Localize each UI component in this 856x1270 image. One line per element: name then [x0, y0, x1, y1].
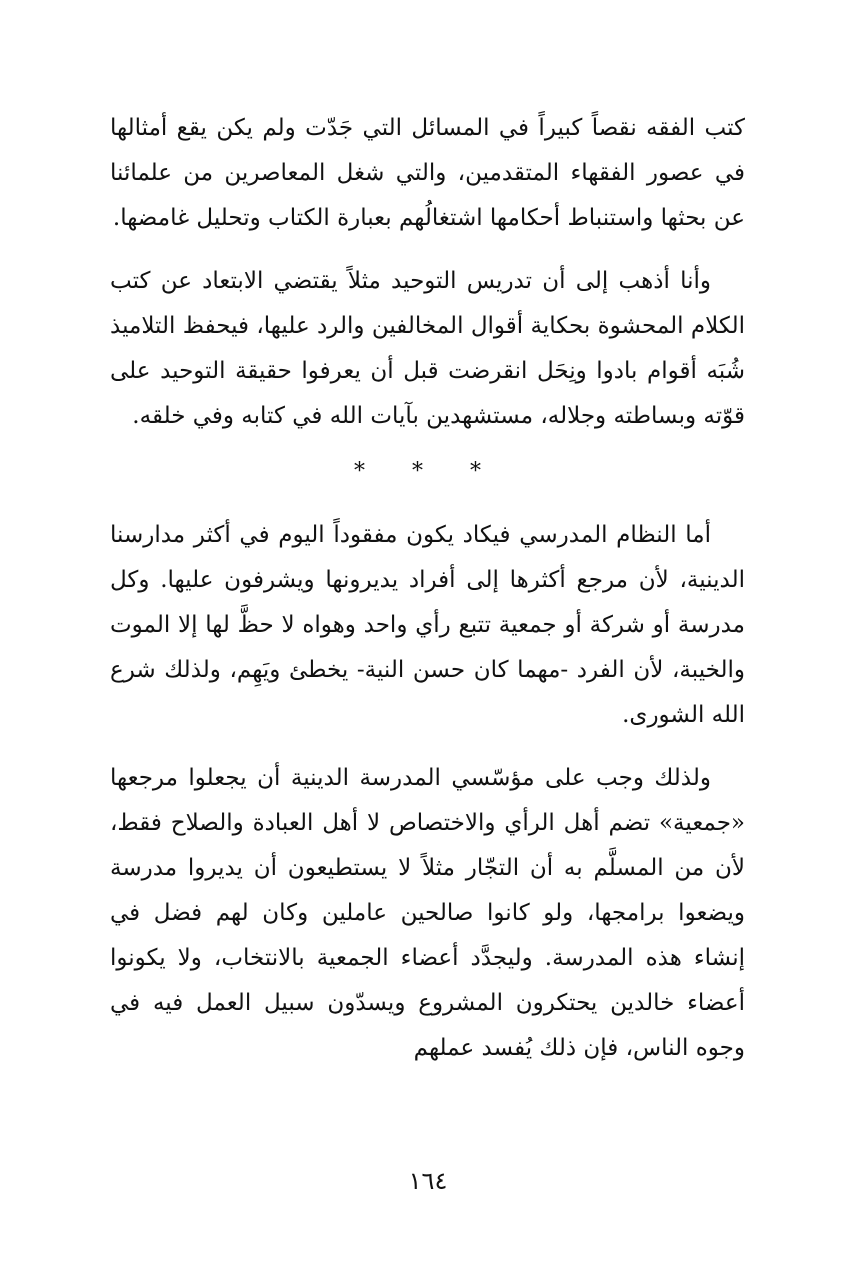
page-body	[110, 106, 745, 1089]
page-number: ١٦٤	[408, 1167, 448, 1195]
paragraph-school-system: أما النظام المدرسي فيكاد يكون مفقوداً اليوم في أكثر مدارسنا الدينية، لأن مرجع أكثرها إلى أفراد يديرونها ويشرفون عليها. وكل مدرسة أو شركة أو جمعية تتبع رأي واحد وهواه لا حظَّ لها إلا الموت والخيبة، لأن الفرد -مهما كان حسن النية- يخطئ ويَهِم، ولذلك شرع الله الشورى.	[110, 522, 745, 728]
paragraph-continued: كتب الفقه نقصاً كبيراً في المسائل التي جَدّت ولم يكن يقع أمثالها في عصور الفقهاء المتقدمين، والتي شغل المعاصرين من علمائنا عن بحثها واستنباط أحكامها اشتغالُهم بعبارة الكتاب وتحليل غامضها.	[110, 115, 745, 231]
section-separator: * * *	[354, 459, 501, 484]
paragraph-school-committee: ولذلك وجب على مؤسّسي المدرسة الدينية أن يجعلوا مرجعها «جمعية» تضم أهل الرأي والاختصاص لا أهل العبادة والصلاح فقط، لأن من المسلَّم به أن التجّار مثلاً لا يستطيعون أن يديروا مدرسة ويضعوا برامجها، ولو كانوا صالحين عاملين وكان لهم فضل في إنشاء هذه المدرسة. وليجدَّد أعضاء الجمعية بالانتخاب، ولا يكونوا أعضاء خالدين يحتكرون المشروع ويسدّون سبيل العمل فيه في وجوه الناس، فإن ذلك يُفسد عملهم	[110, 765, 745, 1061]
paragraph-tawhid: وأنا أذهب إلى أن تدريس التوحيد مثلاً يقتضي الابتعاد عن كتب الكلام المحشوة بحكاية أقوال المخالفين والرد عليها، فيحفظ التلاميذ شُبَه أقوام بادوا ونِحَل انقرضت قبل أن يعرفوا حقيقة التوحيد على قوّته وبساطته وجلاله، مستشهدين بآيات الله في كتابه وفي خلقه.	[110, 268, 745, 429]
